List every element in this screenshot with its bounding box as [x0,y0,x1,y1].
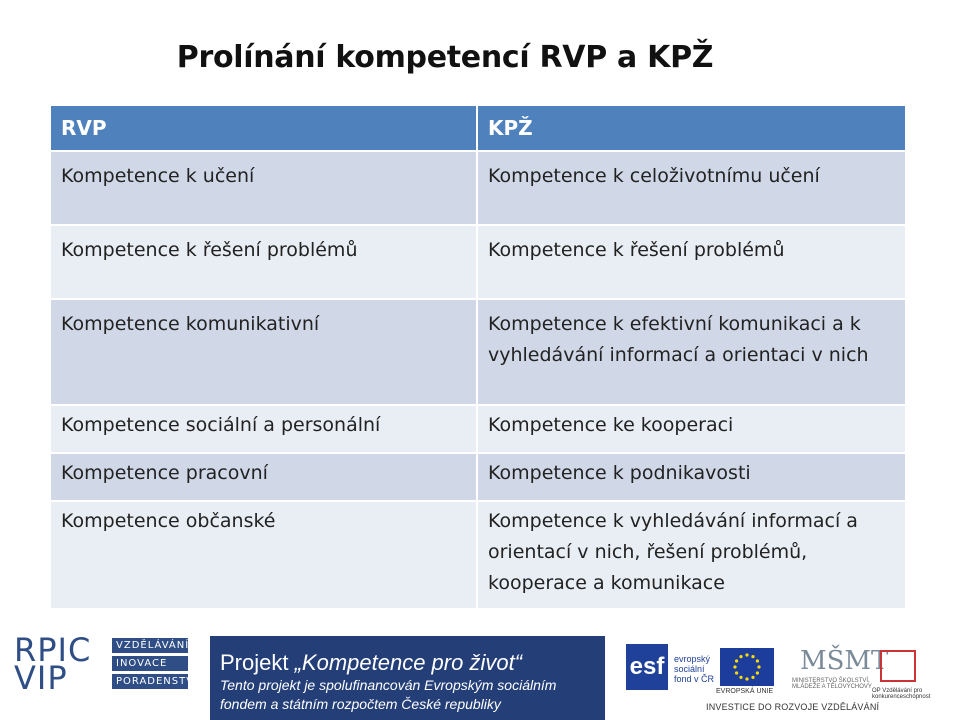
msmt-text: MINISTERSTVO ŠKOLSTVÍ, MLÁDEŽE A TĚLOVÝCHOVY [792,678,872,690]
tagline-item: VZDĚLÁVÁNÍ [112,638,188,653]
rpic-tagline-stack [112,638,199,692]
eu-flag-icon [720,648,774,686]
invest-text: INVESTICE DO ROZVOJE VZDĚLÁVÁNÍ [706,702,880,712]
vip-text: VIP [14,659,68,697]
header-kpz: KPŽ [478,106,905,150]
project-name: „Kompetence pro život“ [294,650,523,675]
competence-table [49,104,907,610]
cell-rvp: Kompetence k řešení problémů [51,226,476,298]
funding-line-2: fondem a státním rozpočtem České republiky [220,696,501,712]
cell-kpz: Kompetence k vyhledávání informací a orientací v nich, řešení problémů, kooperace a komunikace [478,502,905,608]
cell-rvp: Kompetence komunikativní [51,300,476,404]
funding-logos [620,636,950,720]
tagline-item: INOVACE [112,656,188,671]
slide-title: Prolínání kompetencí RVP a KPŽ [176,40,714,75]
funding-line-1: Tento projekt je spolufinancován Evropským sociálním [220,677,557,693]
cell-kpz: Kompetence k podnikavosti [478,454,905,500]
table-row [51,300,905,404]
esf-text: evropský sociální fond v ČR [674,654,715,684]
eu-text: EVROPSKÁ UNIE [716,688,774,695]
esf-logo: esf [626,644,668,690]
table-header-row [51,106,905,150]
project-title [220,650,605,676]
cell-rvp: Kompetence pracovní [51,454,476,500]
table-row [51,454,905,500]
cell-kpz: Kompetence k celoživotnímu učení [478,152,905,224]
project-banner [210,636,605,720]
rpic-vip-logo [14,631,106,697]
msmt-logo: MŠMT [800,646,889,676]
cell-kpz: Kompetence k řešení problémů [478,226,905,298]
tagline-item: PORADENSTVÍ [112,674,188,689]
table-row [51,226,905,298]
op-text: OP Vzdělávání pro konkurenceschopnost [872,688,931,700]
cell-rvp: Kompetence občanské [51,502,476,608]
rpic-text: RPIC [14,631,92,669]
op-logo-icon [880,650,916,682]
eu-stars-icon [720,648,774,686]
cell-rvp: Kompetence k učení [51,152,476,224]
cell-kpz: Kompetence ke kooperaci [478,406,905,452]
table-row [51,502,905,608]
table-row [51,152,905,224]
cell-kpz: Kompetence k efektivní komunikaci a k vyhledávání informací a orientaci v nich [478,300,905,404]
table-row [51,406,905,452]
header-rvp: RVP [51,106,476,150]
cell-rvp: Kompetence sociální a personální [51,406,476,452]
project-prefix: Projekt [220,650,295,675]
